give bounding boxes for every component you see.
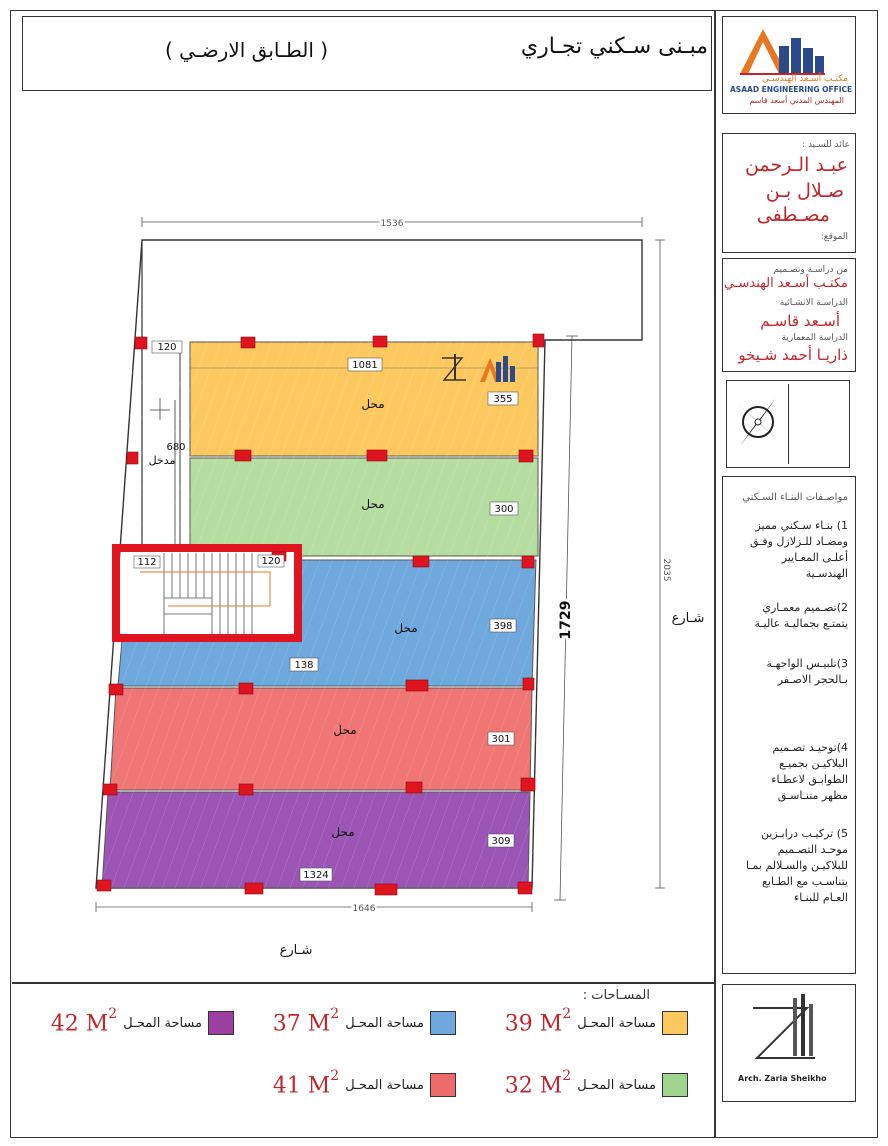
shop-label-orange: محل — [361, 397, 385, 411]
dim-right-inner: 1729 — [558, 600, 574, 640]
spec-item-5: 5) تركيـب درابـزين موحـد التصـميم للبلاكيـن والسـلالم بمـا يتناسـب مع الطـابع العـام للبنـاء — [745, 827, 848, 904]
office-engineer: المهندس المدني أسعد قاسم — [749, 96, 844, 105]
north-arrow-icon — [732, 392, 784, 452]
legend-item-blue — [272, 1006, 456, 1037]
location-label: الموقع: — [820, 232, 848, 242]
owner-name-1: عبـد الـرحمن — [745, 154, 848, 176]
legend-swatch-pink — [430, 1073, 456, 1097]
legend-area-blue: 37 $M^2$ — [272, 1006, 340, 1037]
shop-label-blue: محل — [394, 621, 418, 635]
floor-title: ( الطـابق الارضـي ) — [165, 38, 329, 62]
dim-120-stair: 120 — [261, 556, 281, 567]
legend-area-orange: 39 $M^2$ — [504, 1006, 572, 1037]
structural-label: الدراسـة الانشـائية — [779, 298, 848, 308]
spec-item-4: 4)توحيـد تصـميم البلاكيـن بجميـع الطوابـق لاعطـاء مظهر متنـاسـق — [771, 741, 848, 802]
dim-680: 680 — [166, 442, 186, 453]
dim-112: 112 — [137, 557, 157, 568]
legend-label-purple: مساحة المحـل — [123, 1015, 202, 1031]
street-label-right: شـارع — [671, 611, 705, 626]
legend-area-pink: 41 $M^2$ — [272, 1068, 340, 1099]
dim-301: 301 — [491, 734, 511, 745]
legend-item-purple — [50, 1006, 234, 1037]
dim-1081: 1081 — [352, 360, 378, 371]
legend-area-purple: 42 $M^2$ — [50, 1006, 118, 1037]
legend-label-blue: مساحة المحـل — [345, 1015, 424, 1031]
street-label-bottom: شـارع — [279, 943, 313, 958]
dim-bottom-outer: 1646 — [352, 904, 376, 914]
owner-name-2: صـلال بـن — [765, 180, 844, 202]
legend-item-orange — [504, 1006, 688, 1037]
compass-divider — [788, 384, 789, 464]
office-name-ar: مكتـب أسـعد الهندسـي — [762, 74, 848, 84]
office-name-en: ASAAD ENGINEERING OFFICE — [730, 85, 853, 94]
legend-title: المسـاحات : — [582, 988, 650, 1003]
dim-309: 309 — [491, 836, 511, 847]
design-label: من دراسـة وتصـميم — [773, 265, 848, 275]
legend-top-line — [12, 982, 714, 984]
dim-1324: 1324 — [303, 870, 329, 881]
dim-138: 138 — [294, 660, 314, 671]
dim-120-top: 120 — [157, 342, 177, 353]
legend-swatch-purple — [208, 1011, 234, 1035]
dim-355: 355 — [493, 394, 513, 405]
dim-right-outer: 2035 — [661, 558, 671, 582]
floor-plan — [88, 212, 708, 972]
legend-swatch-green — [662, 1073, 688, 1097]
dim-398: 398 — [493, 621, 513, 632]
shop-label-green: محل — [361, 497, 385, 511]
design-value: مكتـب أسـعد الهندسـي — [723, 276, 848, 291]
signature-name: Arch. Zaria Sheikho — [738, 1074, 827, 1083]
spec-item-1: 1) بنـاء سـكني مميز ومضـاد للـزلازل وفـق أعلـى المعـايير الهندسـية — [749, 519, 848, 580]
legend-swatch-blue — [430, 1011, 456, 1035]
shop-label-pink: محل — [333, 723, 357, 737]
office-logo-icon — [735, 24, 830, 76]
entrance-label: مدخل — [148, 454, 176, 467]
signature-logo-icon — [745, 994, 835, 1066]
legend-area-green: 32 $M^2$ — [504, 1068, 572, 1099]
specs-title: مواصـفات البنـاء السـكني — [742, 492, 848, 503]
legend-item-pink — [272, 1068, 456, 1099]
arch-value: ذاريـا أحمد شـيخو — [738, 346, 848, 364]
shop-label-purple: محل — [331, 825, 355, 839]
frame-divider — [714, 10, 716, 1138]
legend-label-pink: مساحة المحـل — [345, 1077, 424, 1093]
page-title: مبـنى سـكني تجـاري — [520, 34, 708, 59]
owner-name-3: مصـطفى — [756, 204, 830, 226]
owner-label: عائد للسـيد : — [802, 140, 850, 150]
spec-item-3: 3)تلبيـس الواجهـة بـالحجر الاصـفر — [766, 657, 848, 686]
spec-item-2: 2)تصـميم معمـاري يتمتـع بجماليـة عاليـة — [754, 601, 848, 630]
dim-top-outer: 1536 — [380, 219, 404, 229]
arch-label: الدراسة المعمارية — [781, 333, 848, 343]
legend-item-green — [504, 1068, 688, 1099]
legend-label-green: مساحة المحـل — [577, 1077, 656, 1093]
legend-label-orange: مساحة المحـل — [577, 1015, 656, 1031]
legend-swatch-orange — [662, 1011, 688, 1035]
dim-300: 300 — [494, 504, 514, 515]
structural-value: أسـعد قاسـم — [760, 312, 840, 330]
